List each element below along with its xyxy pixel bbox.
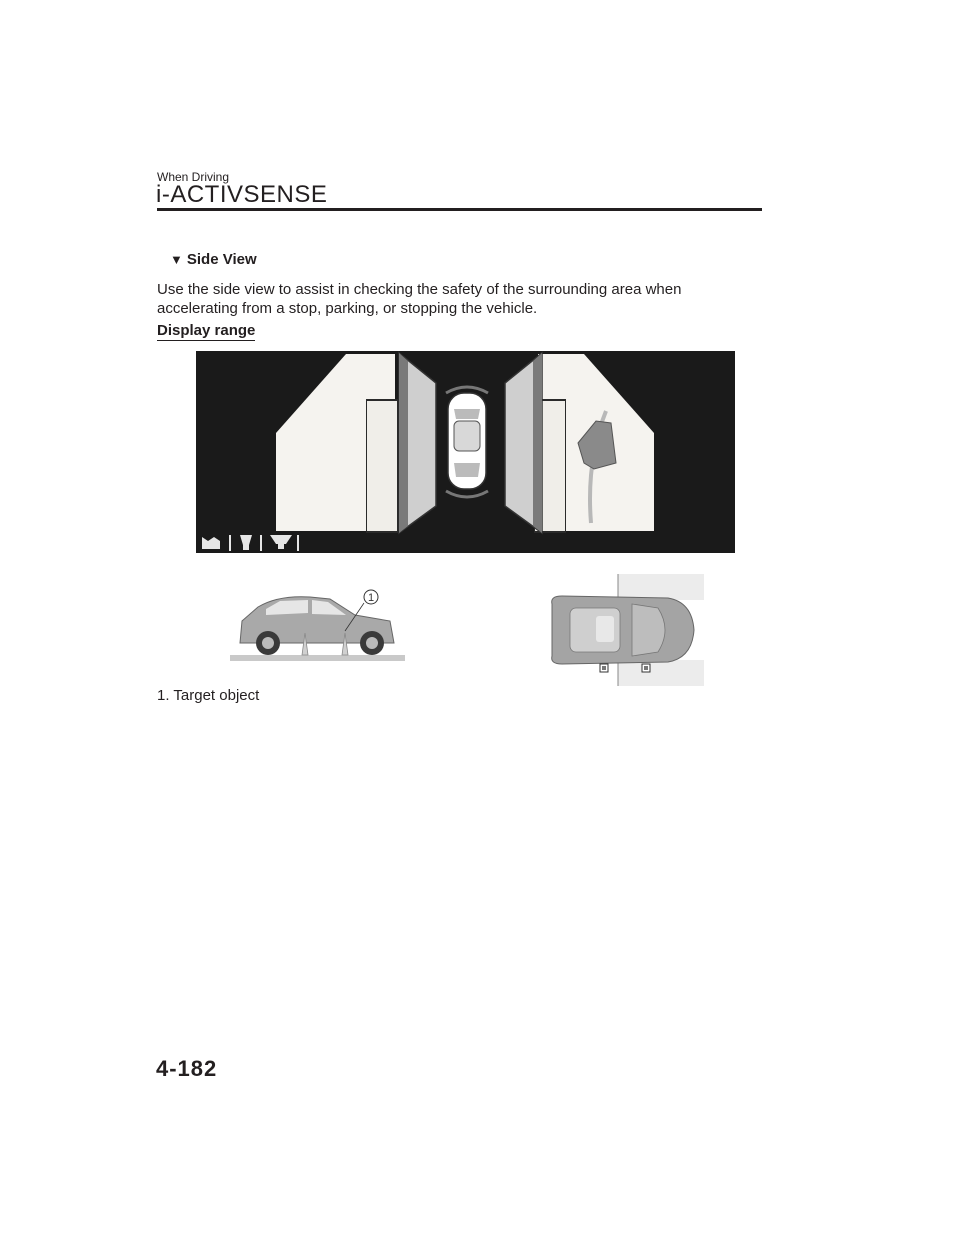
section-heading	[170, 251, 257, 268]
vehicle-side-illustration	[230, 585, 405, 665]
parking-area-bottom	[618, 660, 704, 686]
body-paragraph: Use the side view to assist in checking the safety of the surrounding area when accelerating from a stop, parking, or stopping the vehicle.	[157, 281, 682, 317]
vehicle-top-down-illustration	[540, 574, 704, 686]
header-rule	[157, 208, 762, 211]
vehicle-top-view	[446, 387, 488, 497]
section-marker-icon: ▼	[170, 252, 183, 267]
parking-area-top	[618, 574, 704, 600]
side-view-display-illustration	[196, 351, 735, 553]
section-title: Side View	[186, 251, 257, 268]
figure-caption: 1. Target object	[157, 687, 260, 704]
running-header-title: i-ACTIVSENSE	[156, 181, 328, 208]
display-range-heading: Display range	[157, 322, 256, 339]
ground-line	[230, 655, 405, 661]
running-header-kicker: When Driving	[157, 170, 230, 184]
callout-number: 1	[367, 592, 375, 604]
page-number: 4-182	[156, 1056, 218, 1081]
